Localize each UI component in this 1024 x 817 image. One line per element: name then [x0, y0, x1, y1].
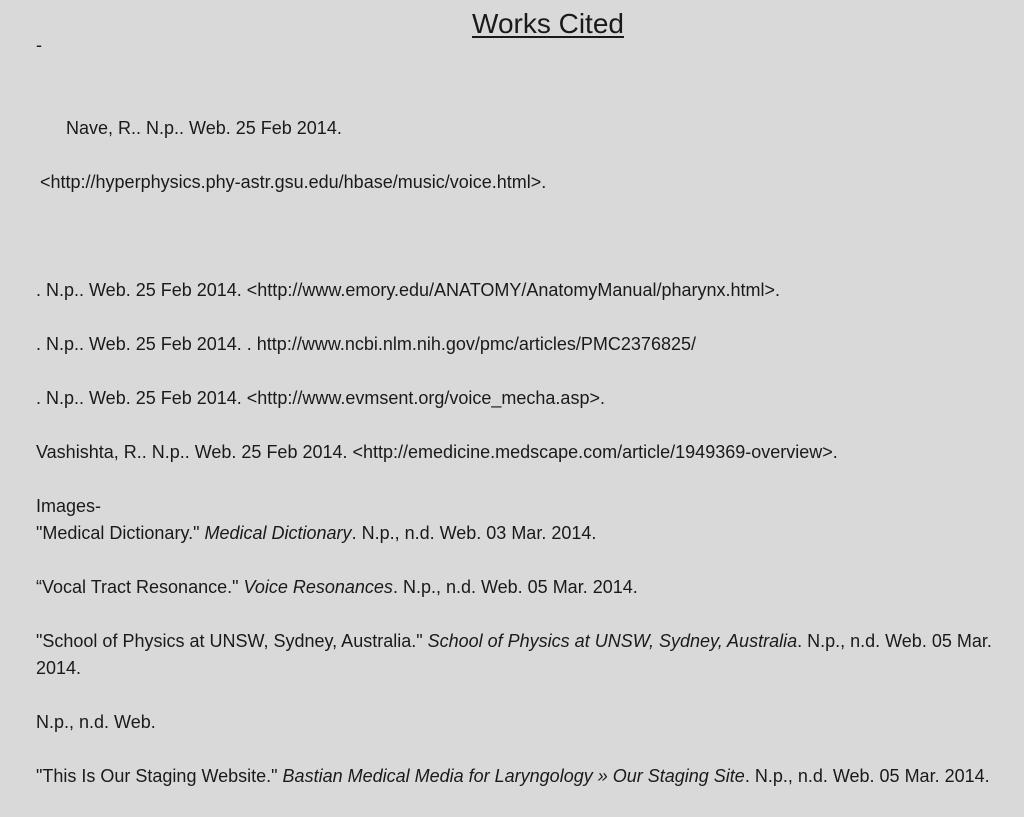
- citation-title: N.p., n.d. Web.: [36, 712, 156, 732]
- citation-item: [36, 88, 996, 250]
- image-citation-item: [36, 763, 996, 790]
- citation-text: Nave, R.. N.p.. Web. 25 Feb 2014.: [66, 118, 342, 138]
- citation-details: . N.p., n.d. Web. 03 Mar. 2014.: [351, 523, 597, 543]
- image-citation-item: [36, 628, 996, 682]
- citation-source: Medical Dictionary: [204, 523, 352, 543]
- citation-list: [36, 88, 996, 817]
- image-citation-item: [36, 574, 996, 601]
- citation-title: "This Is Our Staging Website.": [36, 766, 283, 786]
- citation-source: School of Physics at UNSW, Sydney, Australia: [427, 631, 798, 651]
- dash-mark: -: [36, 35, 42, 55]
- citation-details: . N.p., n.d. Web. 05 Mar. 2014.: [392, 577, 638, 597]
- image-citation-item: [36, 520, 996, 547]
- citation-title: “Vocal Tract Resonance.": [36, 577, 244, 597]
- citation-title: "School of Physics at UNSW, Sydney, Australia.": [36, 631, 428, 651]
- citation-details: . N.p., n.d. Web. 05 Mar. 2014.: [744, 766, 990, 786]
- citation-item: . N.p.. Web. 25 Feb 2014. . http://www.ncbi.nlm.nih.gov/pmc/articles/PMC2376825/: [36, 334, 696, 354]
- citation-url: <http://hyperphysics.phy-astr.gsu.edu/hbase/music/voice.html>.: [40, 172, 547, 192]
- citation-item: . N.p.. Web. 25 Feb 2014. <http://www.evmsent.org/voice_mecha.asp>.: [36, 388, 605, 408]
- citation-source: Bastian Medical Media for Laryngology » Our Staging Site: [282, 766, 745, 786]
- page-title: Works Cited: [472, 8, 624, 39]
- citation-title: "Medical Dictionary.": [36, 523, 205, 543]
- images-heading: Images-: [36, 496, 102, 516]
- image-citation-item: [36, 709, 996, 736]
- citation-details: . N.p., n.d. Web. 05 Mar. 2014.: [36, 631, 997, 678]
- citation-item: . N.p.. Web. 25 Feb 2014. <http://www.emory.edu/ANATOMY/AnatomyManual/pharynx.html>.: [36, 280, 781, 300]
- citation-item: Vashishta, R.. N.p.. Web. 25 Feb 2014. <http://emedicine.medscape.com/article/1949369-overview>.: [36, 442, 838, 462]
- citation-source: Voice Resonances: [243, 577, 393, 597]
